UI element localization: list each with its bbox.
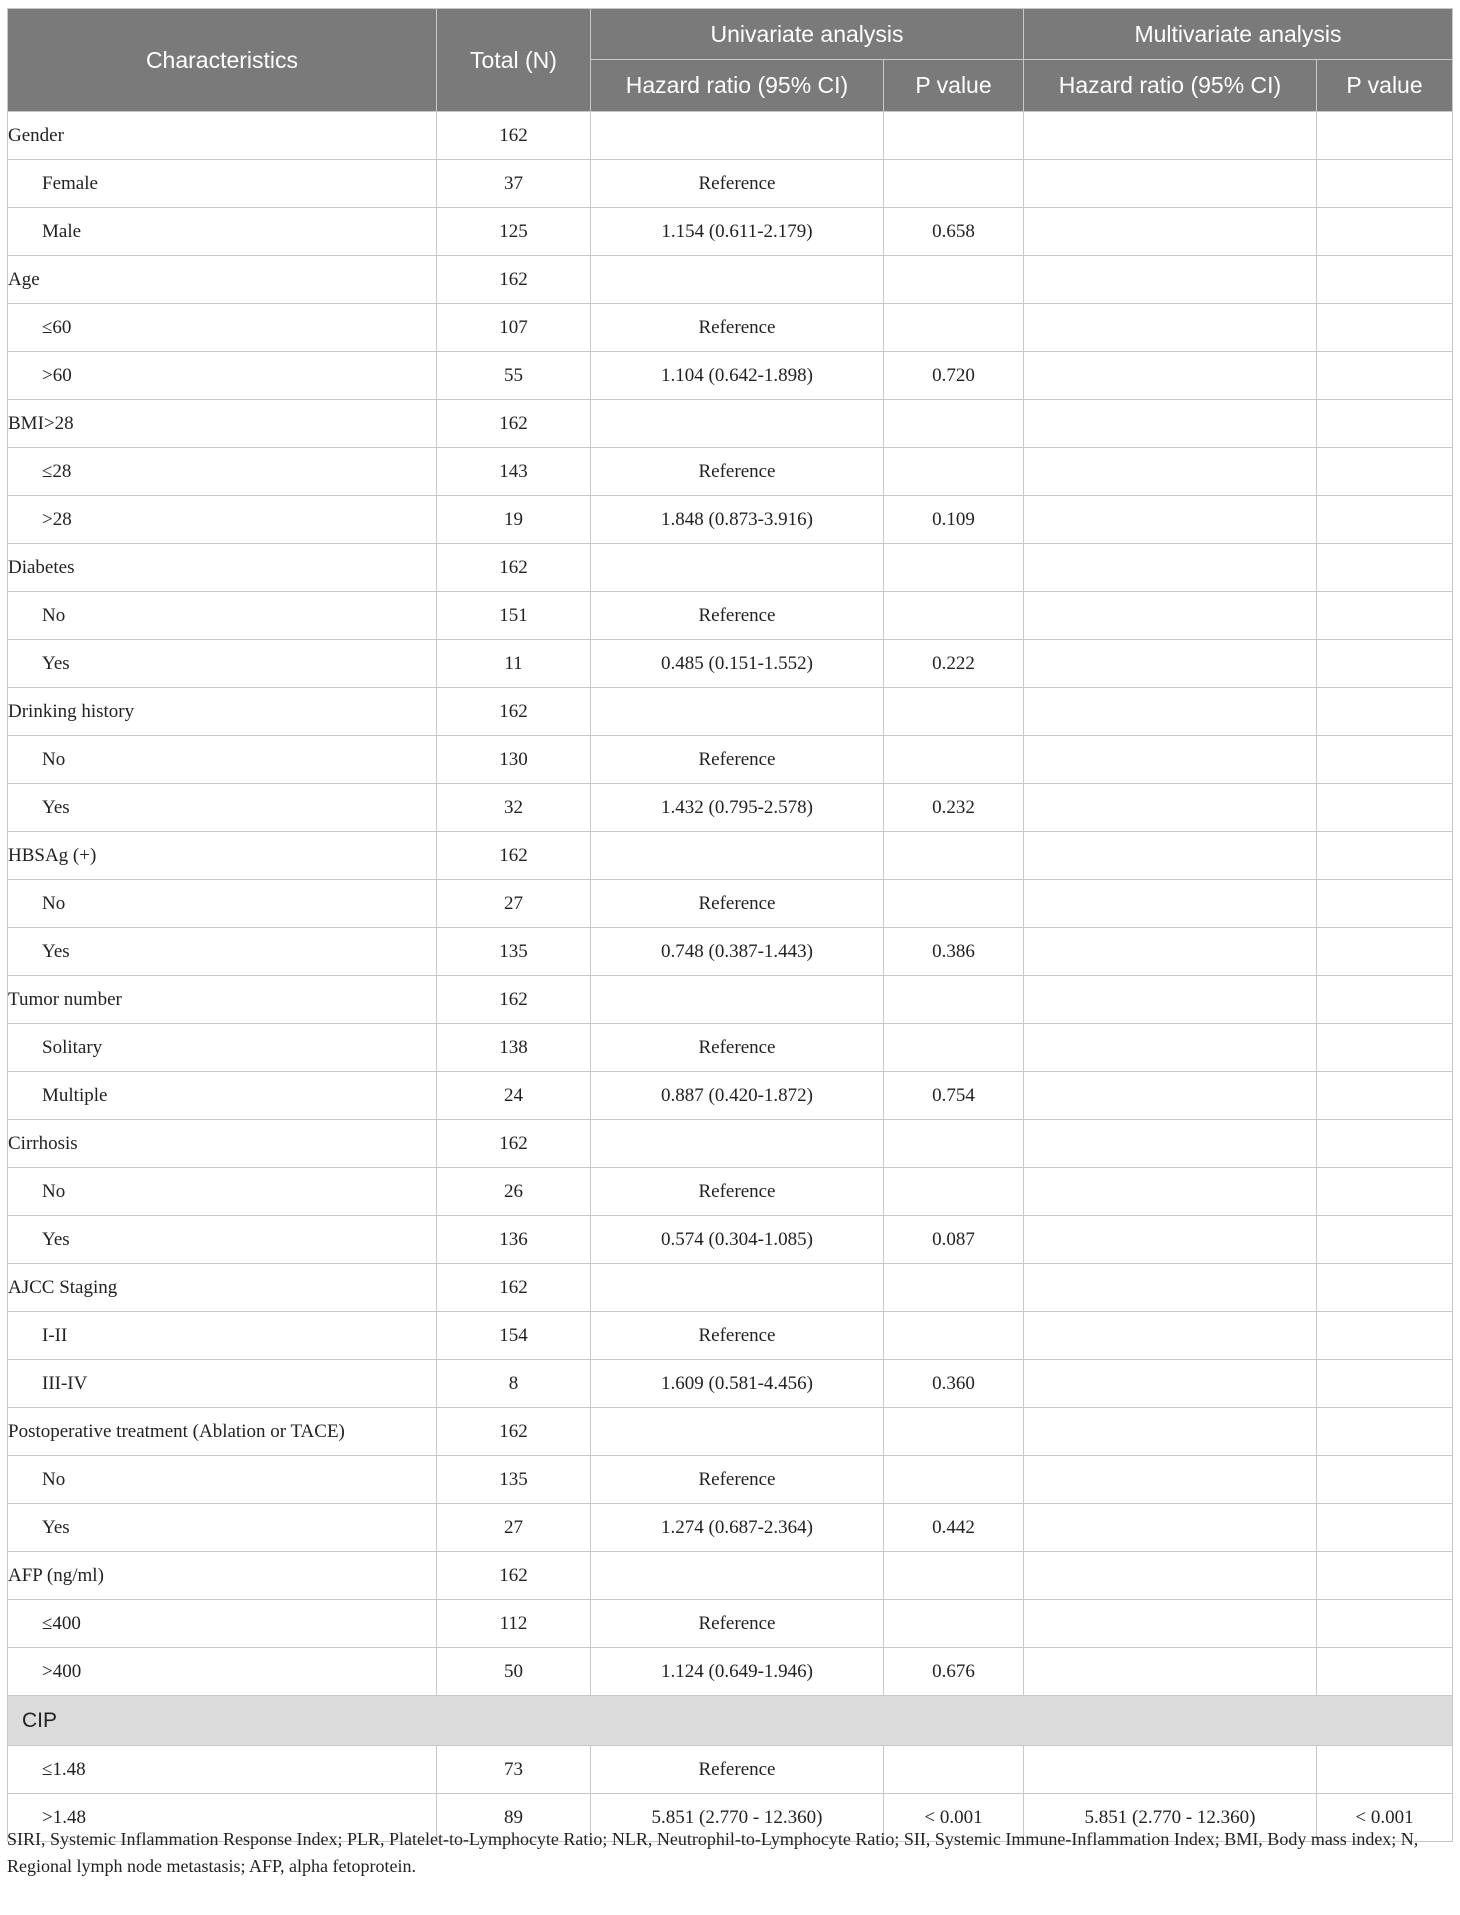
cell-hr-univariate: 1.154 (0.611-2.179) [591, 208, 884, 256]
cell-hr-univariate: Reference [591, 1024, 884, 1072]
cell-total: 151 [437, 592, 591, 640]
cell-hr-univariate: 1.274 (0.687-2.364) [591, 1504, 884, 1552]
cell-total: 37 [437, 160, 591, 208]
cell-total: 8 [437, 1360, 591, 1408]
cell-p-multivariate [1317, 688, 1453, 736]
cell-characteristic: AJCC Staging [8, 1264, 437, 1312]
cell-p-univariate: 0.087 [884, 1216, 1024, 1264]
cell-hr-multivariate [1024, 1024, 1317, 1072]
cell-total: 136 [437, 1216, 591, 1264]
cell-p-multivariate [1317, 976, 1453, 1024]
cell-hr-univariate [591, 976, 884, 1024]
cell-hr-univariate: Reference [591, 448, 884, 496]
cell-hr-univariate: Reference [591, 1600, 884, 1648]
cell-total: 135 [437, 928, 591, 976]
cell-hr-multivariate [1024, 640, 1317, 688]
cell-p-multivariate [1317, 1552, 1453, 1600]
table-row [8, 400, 1453, 448]
cell-characteristic: No [8, 1168, 437, 1216]
table-header [8, 9, 1453, 112]
cell-p-univariate [884, 1600, 1024, 1648]
cell-characteristic: ≤1.48 [8, 1746, 437, 1794]
section-row [8, 1696, 1453, 1746]
cell-p-multivariate [1317, 256, 1453, 304]
col-group-multivariate: Multivariate analysis [1024, 9, 1453, 60]
table-footnote: SIRI, Systemic Inflammation Response Index; PLR, Platelet-to-Lymphocyte Ratio; NLR, Neutrophil-to-Lymphocyte Ratio; SII, Systemic Immune-Inflammation Index; BMI, Body mass index; N, Regional lymph node metastasis; AFP, alpha fetoprotein. [7, 1829, 1419, 1876]
cell-hr-univariate [591, 832, 884, 880]
cell-hr-multivariate [1024, 1504, 1317, 1552]
cell-hr-univariate: Reference [591, 1312, 884, 1360]
cell-characteristic: Diabetes [8, 544, 437, 592]
cell-total: 73 [437, 1746, 591, 1794]
cell-total: 162 [437, 1552, 591, 1600]
cell-hr-univariate: Reference [591, 880, 884, 928]
cell-p-multivariate [1317, 928, 1453, 976]
cell-hr-univariate: 0.485 (0.151-1.552) [591, 640, 884, 688]
cell-p-multivariate [1317, 592, 1453, 640]
cell-p-univariate [884, 1264, 1024, 1312]
cell-total: 27 [437, 880, 591, 928]
cell-p-univariate [884, 544, 1024, 592]
cell-p-univariate [884, 976, 1024, 1024]
table-body [8, 112, 1453, 1842]
cell-hr-multivariate [1024, 736, 1317, 784]
cell-hr-univariate: 1.848 (0.873-3.916) [591, 496, 884, 544]
cell-characteristic: Yes [8, 784, 437, 832]
cell-total: 162 [437, 1408, 591, 1456]
table-row [8, 1504, 1453, 1552]
cell-p-univariate: 0.232 [884, 784, 1024, 832]
cell-p-multivariate [1317, 496, 1453, 544]
cell-p-univariate: 0.676 [884, 1648, 1024, 1696]
table-container [7, 8, 1452, 1842]
col-total: Total (N) [437, 9, 591, 112]
cell-hr-univariate: 0.748 (0.387-1.443) [591, 928, 884, 976]
cell-p-univariate [884, 1312, 1024, 1360]
cell-total: 130 [437, 736, 591, 784]
cell-p-univariate: 0.720 [884, 352, 1024, 400]
cell-total: 143 [437, 448, 591, 496]
cell-hr-univariate [591, 256, 884, 304]
cell-total: 162 [437, 832, 591, 880]
cell-characteristic: Male [8, 208, 437, 256]
col-p-univariate: P value [884, 60, 1024, 112]
cell-total: 162 [437, 544, 591, 592]
cell-total: 55 [437, 352, 591, 400]
col-hr-univariate: Hazard ratio (95% CI) [591, 60, 884, 112]
cell-hr-multivariate [1024, 160, 1317, 208]
cell-p-multivariate [1317, 1216, 1453, 1264]
cell-total: 162 [437, 1120, 591, 1168]
cell-p-univariate [884, 736, 1024, 784]
table-row [8, 1746, 1453, 1794]
cell-hr-multivariate [1024, 304, 1317, 352]
cell-characteristic: I-II [8, 1312, 437, 1360]
table-row [8, 496, 1453, 544]
table-row [8, 1072, 1453, 1120]
cell-p-univariate [884, 448, 1024, 496]
cell-characteristic: Yes [8, 928, 437, 976]
cell-p-univariate [884, 688, 1024, 736]
cell-p-univariate: 0.222 [884, 640, 1024, 688]
cell-hr-univariate: Reference [591, 1168, 884, 1216]
cell-hr-univariate [591, 1408, 884, 1456]
cell-hr-multivariate [1024, 544, 1317, 592]
table-row [8, 544, 1453, 592]
cell-p-multivariate [1317, 1456, 1453, 1504]
cell-hr-multivariate [1024, 880, 1317, 928]
cell-hr-multivariate [1024, 1120, 1317, 1168]
cell-characteristic: Yes [8, 1504, 437, 1552]
cell-characteristic: Solitary [8, 1024, 437, 1072]
cell-p-univariate [884, 1746, 1024, 1794]
table-row [8, 1456, 1453, 1504]
cell-p-multivariate [1317, 448, 1453, 496]
cell-total: 154 [437, 1312, 591, 1360]
cell-p-multivariate [1317, 544, 1453, 592]
cell-hr-multivariate [1024, 688, 1317, 736]
col-hr-multivariate: Hazard ratio (95% CI) [1024, 60, 1317, 112]
cell-characteristic: ≤60 [8, 304, 437, 352]
cell-p-multivariate [1317, 1312, 1453, 1360]
section-label: CIP [8, 1696, 1453, 1746]
cell-characteristic: BMI>28 [8, 400, 437, 448]
cell-p-univariate [884, 1168, 1024, 1216]
cell-p-multivariate [1317, 1746, 1453, 1794]
cell-hr-multivariate [1024, 1264, 1317, 1312]
cell-total: 125 [437, 208, 591, 256]
table-row [8, 976, 1453, 1024]
cell-hr-univariate: 5.851 (2.770 - 12.360) [591, 1794, 884, 1842]
cell-p-univariate: 0.109 [884, 496, 1024, 544]
cell-hr-multivariate [1024, 1746, 1317, 1794]
cell-hr-multivariate [1024, 112, 1317, 160]
cell-hr-multivariate: 5.851 (2.770 - 12.360) [1024, 1794, 1317, 1842]
cell-p-multivariate [1317, 1168, 1453, 1216]
cell-total: 162 [437, 688, 591, 736]
cell-characteristic: ≤28 [8, 448, 437, 496]
cell-p-multivariate [1317, 160, 1453, 208]
cell-p-multivariate [1317, 1648, 1453, 1696]
cell-hr-univariate: 0.574 (0.304-1.085) [591, 1216, 884, 1264]
cell-p-univariate [884, 304, 1024, 352]
cell-p-univariate [884, 400, 1024, 448]
cell-p-multivariate [1317, 1408, 1453, 1456]
cell-characteristic: AFP (ng/ml) [8, 1552, 437, 1600]
cell-hr-univariate: Reference [591, 1746, 884, 1794]
cell-characteristic: Tumor number [8, 976, 437, 1024]
cell-hr-univariate [591, 544, 884, 592]
cell-hr-multivariate [1024, 448, 1317, 496]
cell-hr-univariate [591, 1264, 884, 1312]
table-row [8, 208, 1453, 256]
table-row [8, 688, 1453, 736]
cell-hr-multivariate [1024, 784, 1317, 832]
cell-hr-univariate: 1.432 (0.795-2.578) [591, 784, 884, 832]
cell-characteristic: No [8, 880, 437, 928]
cell-p-multivariate: < 0.001 [1317, 1794, 1453, 1842]
cell-total: 162 [437, 400, 591, 448]
cell-hr-univariate [591, 112, 884, 160]
cell-characteristic: No [8, 736, 437, 784]
cell-hr-univariate [591, 688, 884, 736]
table-row [8, 784, 1453, 832]
cell-hr-univariate [591, 1120, 884, 1168]
cell-hr-multivariate [1024, 1360, 1317, 1408]
cell-p-multivariate [1317, 400, 1453, 448]
cell-p-univariate [884, 592, 1024, 640]
cell-p-multivariate [1317, 1120, 1453, 1168]
cell-total: 112 [437, 1600, 591, 1648]
cell-total: 50 [437, 1648, 591, 1696]
cell-p-multivariate [1317, 640, 1453, 688]
cell-hr-univariate: 1.609 (0.581-4.456) [591, 1360, 884, 1408]
table-row [8, 1648, 1453, 1696]
cell-hr-multivariate [1024, 256, 1317, 304]
cell-hr-multivariate [1024, 208, 1317, 256]
cell-p-multivariate [1317, 1600, 1453, 1648]
cell-total: 162 [437, 1264, 591, 1312]
cell-total: 107 [437, 304, 591, 352]
cell-hr-multivariate [1024, 1456, 1317, 1504]
cell-p-multivariate [1317, 208, 1453, 256]
cell-hr-multivariate [1024, 832, 1317, 880]
cell-p-univariate [884, 832, 1024, 880]
table-row [8, 928, 1453, 976]
col-p-multivariate: P value [1317, 60, 1453, 112]
cell-hr-univariate: Reference [591, 304, 884, 352]
cell-total: 19 [437, 496, 591, 544]
cell-hr-multivariate [1024, 352, 1317, 400]
table-row [8, 736, 1453, 784]
cell-hr-univariate: 1.124 (0.649-1.946) [591, 1648, 884, 1696]
cell-p-univariate: 0.360 [884, 1360, 1024, 1408]
cell-hr-multivariate [1024, 1072, 1317, 1120]
table-row [8, 112, 1453, 160]
table-row [8, 304, 1453, 352]
cell-total: 162 [437, 256, 591, 304]
hazard-ratio-table [7, 8, 1453, 1842]
table-row [8, 1408, 1453, 1456]
cell-hr-multivariate [1024, 976, 1317, 1024]
cell-p-univariate [884, 160, 1024, 208]
cell-characteristic: Age [8, 256, 437, 304]
cell-hr-multivariate [1024, 592, 1317, 640]
table-row [8, 256, 1453, 304]
cell-total: 162 [437, 112, 591, 160]
cell-total: 27 [437, 1504, 591, 1552]
cell-hr-multivariate [1024, 1648, 1317, 1696]
cell-hr-univariate [591, 400, 884, 448]
table-row [8, 160, 1453, 208]
cell-hr-univariate: 0.887 (0.420-1.872) [591, 1072, 884, 1120]
cell-p-univariate: 0.754 [884, 1072, 1024, 1120]
cell-total: 24 [437, 1072, 591, 1120]
table-row [8, 1600, 1453, 1648]
cell-hr-multivariate [1024, 928, 1317, 976]
cell-hr-univariate: Reference [591, 736, 884, 784]
cell-hr-univariate: Reference [591, 160, 884, 208]
cell-hr-univariate: Reference [591, 592, 884, 640]
cell-characteristic: Multiple [8, 1072, 437, 1120]
cell-p-multivariate [1317, 352, 1453, 400]
cell-p-univariate: < 0.001 [884, 1794, 1024, 1842]
table-row [8, 880, 1453, 928]
cell-p-multivariate [1317, 736, 1453, 784]
table-row [8, 1552, 1453, 1600]
cell-hr-multivariate [1024, 1408, 1317, 1456]
col-group-univariate: Univariate analysis [591, 9, 1024, 60]
cell-p-multivariate [1317, 304, 1453, 352]
cell-total: 138 [437, 1024, 591, 1072]
table-row [8, 1264, 1453, 1312]
cell-p-multivariate [1317, 1072, 1453, 1120]
cell-total: 89 [437, 1794, 591, 1842]
cell-p-univariate [884, 1456, 1024, 1504]
table-row [8, 1360, 1453, 1408]
cell-total: 32 [437, 784, 591, 832]
cell-characteristic: No [8, 1456, 437, 1504]
cell-characteristic: Cirrhosis [8, 1120, 437, 1168]
cell-p-univariate [884, 1024, 1024, 1072]
cell-p-univariate [884, 112, 1024, 160]
cell-characteristic: III-IV [8, 1360, 437, 1408]
table-row [8, 1312, 1453, 1360]
cell-hr-multivariate [1024, 1552, 1317, 1600]
cell-total: 135 [437, 1456, 591, 1504]
cell-p-multivariate [1317, 832, 1453, 880]
cell-p-multivariate [1317, 1360, 1453, 1408]
cell-characteristic: Gender [8, 112, 437, 160]
cell-characteristic: >28 [8, 496, 437, 544]
cell-p-multivariate [1317, 1024, 1453, 1072]
cell-characteristic: >60 [8, 352, 437, 400]
cell-p-multivariate [1317, 880, 1453, 928]
cell-hr-univariate [591, 1552, 884, 1600]
cell-total: 11 [437, 640, 591, 688]
table-row [8, 592, 1453, 640]
cell-hr-multivariate [1024, 1216, 1317, 1264]
cell-characteristic: No [8, 592, 437, 640]
table-row [8, 640, 1453, 688]
cell-total: 162 [437, 976, 591, 1024]
cell-total: 26 [437, 1168, 591, 1216]
cell-characteristic: >400 [8, 1648, 437, 1696]
cell-p-univariate [884, 256, 1024, 304]
cell-hr-multivariate [1024, 1600, 1317, 1648]
table-row [8, 1216, 1453, 1264]
cell-characteristic: Yes [8, 640, 437, 688]
cell-p-univariate: 0.442 [884, 1504, 1024, 1552]
cell-characteristic: Female [8, 160, 437, 208]
cell-p-univariate [884, 1120, 1024, 1168]
table-row [8, 1168, 1453, 1216]
cell-hr-multivariate [1024, 1168, 1317, 1216]
cell-p-univariate [884, 1552, 1024, 1600]
table-row [8, 352, 1453, 400]
cell-characteristic: >1.48 [8, 1794, 437, 1842]
cell-p-multivariate [1317, 784, 1453, 832]
cell-p-univariate: 0.658 [884, 208, 1024, 256]
table-row [8, 1120, 1453, 1168]
cell-hr-multivariate [1024, 1312, 1317, 1360]
cell-characteristic: Drinking history [8, 688, 437, 736]
col-characteristics: Characteristics [8, 9, 437, 112]
cell-characteristic: HBSAg (+) [8, 832, 437, 880]
cell-hr-univariate: Reference [591, 1456, 884, 1504]
table-row [8, 448, 1453, 496]
cell-characteristic: ≤400 [8, 1600, 437, 1648]
cell-hr-multivariate [1024, 400, 1317, 448]
cell-hr-multivariate [1024, 496, 1317, 544]
table-row [8, 1024, 1453, 1072]
cell-p-univariate [884, 1408, 1024, 1456]
cell-p-multivariate [1317, 1264, 1453, 1312]
cell-characteristic: Postoperative treatment (Ablation or TACE) [8, 1408, 437, 1456]
cell-p-univariate: 0.386 [884, 928, 1024, 976]
table-row [8, 832, 1453, 880]
cell-characteristic: Yes [8, 1216, 437, 1264]
cell-p-multivariate [1317, 112, 1453, 160]
cell-p-univariate [884, 880, 1024, 928]
cell-p-multivariate [1317, 1504, 1453, 1552]
cell-hr-univariate: 1.104 (0.642-1.898) [591, 352, 884, 400]
